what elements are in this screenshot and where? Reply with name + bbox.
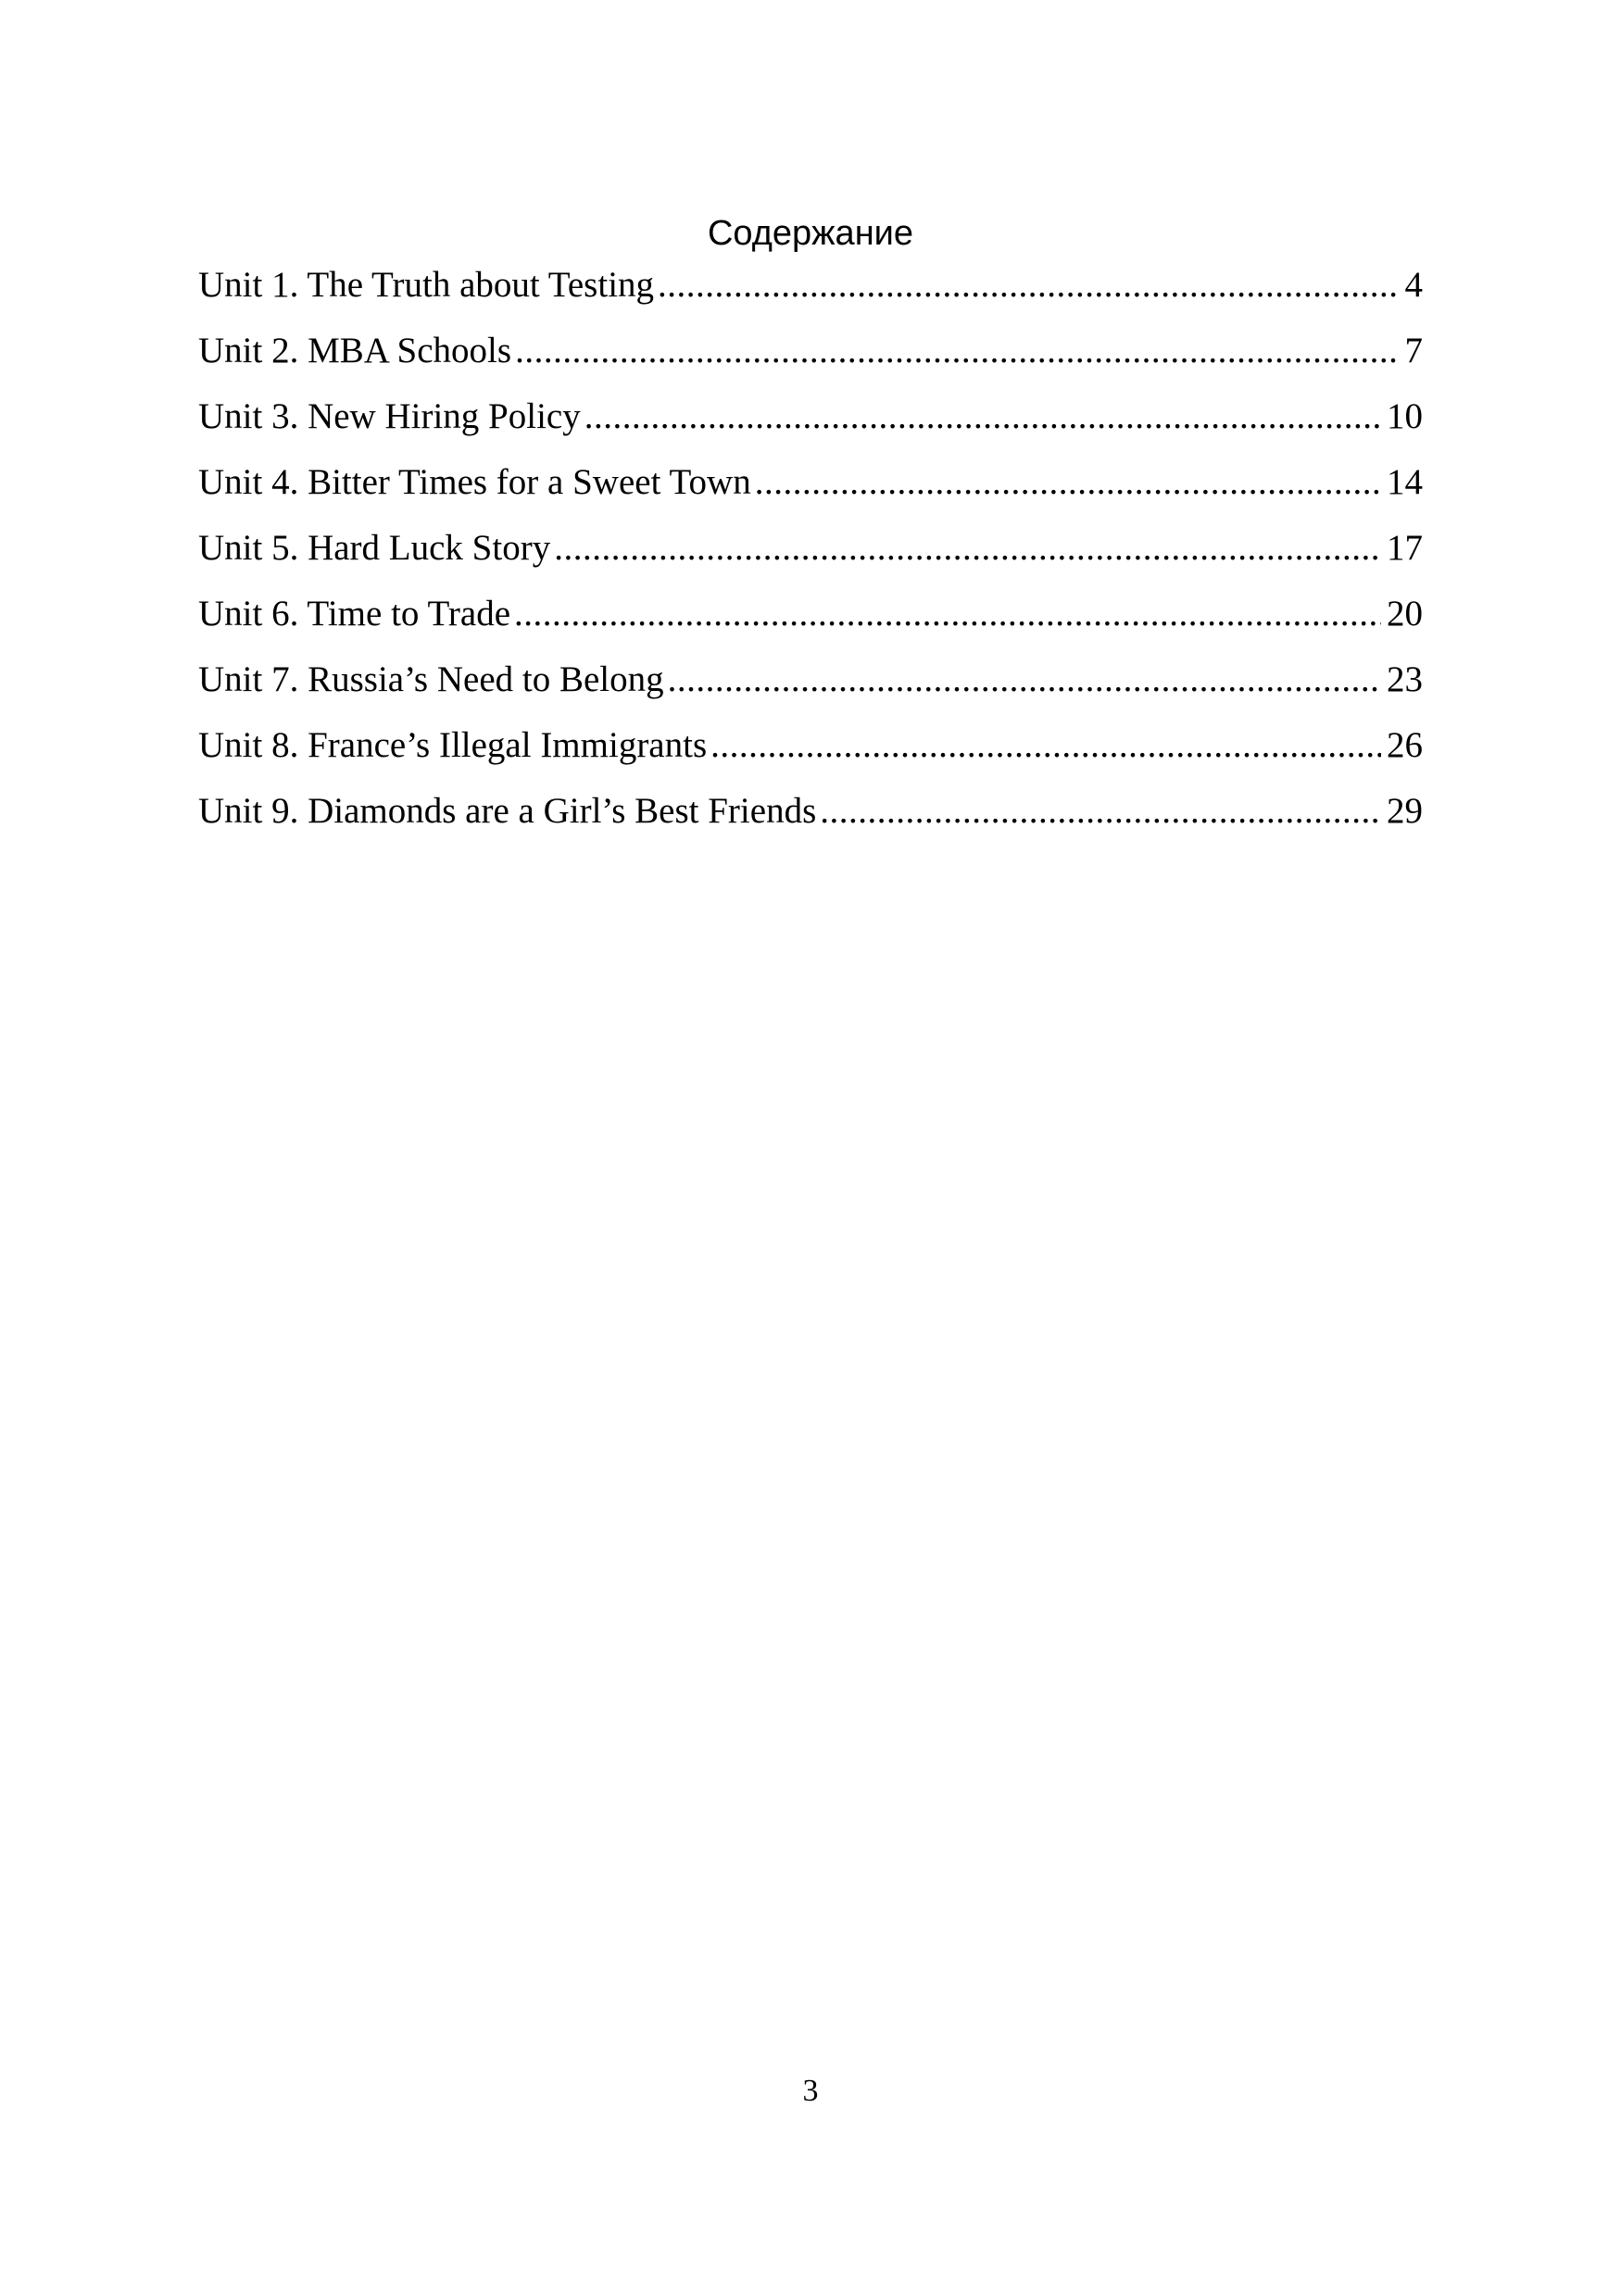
toc-dot-leader [668, 646, 1381, 712]
toc-entry-label: Unit 9. Diamonds are a Girl’s Best Friends [198, 791, 817, 831]
toc-entry-unit-8[interactable] [198, 712, 1423, 778]
toc-entry-label: Unit 8. France’s Illegal Immigrants [198, 725, 708, 765]
toc-entry-unit-7[interactable] [198, 646, 1423, 712]
toc-dot-leader [820, 778, 1381, 844]
page-number: 3 [802, 2074, 819, 2108]
toc-entry-page: 26 [1387, 725, 1423, 765]
toc-entry-unit-1[interactable] [198, 252, 1423, 318]
toc-entry-unit-5[interactable] [198, 515, 1423, 581]
toc-entry-label: Unit 7. Russia’s Need to Belong [198, 659, 664, 699]
toc-entry-page: 23 [1387, 659, 1423, 699]
toc-dot-leader [658, 252, 1399, 318]
toc-entry-label: Unit 4. Bitter Times for a Sweet Town [198, 462, 751, 502]
table-of-contents [198, 252, 1423, 844]
toc-entry-page: 4 [1404, 265, 1423, 305]
toc-entry-page: 10 [1387, 396, 1423, 436]
toc-title: Содержание [707, 214, 914, 253]
toc-dot-leader [584, 383, 1381, 449]
toc-entry-label: Unit 6. Time to Trade [198, 594, 511, 634]
toc-entry-unit-9[interactable] [198, 778, 1423, 844]
toc-entry-label: Unit 1. The Truth about Testing [198, 265, 655, 305]
toc-entry-label: Unit 3. New Hiring Policy [198, 396, 581, 436]
toc-dot-leader [515, 318, 1399, 383]
toc-entry-label: Unit 2. MBA Schools [198, 331, 512, 370]
toc-dot-leader [710, 712, 1381, 778]
toc-dot-leader [514, 581, 1381, 646]
toc-entry-unit-2[interactable] [198, 318, 1423, 383]
toc-entry-unit-3[interactable] [198, 383, 1423, 449]
toc-entry-page: 20 [1387, 594, 1423, 634]
toc-entry-page: 7 [1404, 331, 1423, 370]
toc-entry-label: Unit 5. Hard Luck Story [198, 528, 551, 568]
toc-dot-leader [554, 515, 1381, 581]
toc-entry-page: 29 [1387, 791, 1423, 831]
toc-dot-leader [755, 449, 1381, 515]
toc-entry-unit-4[interactable] [198, 449, 1423, 515]
toc-entry-unit-6[interactable] [198, 581, 1423, 646]
toc-entry-page: 17 [1387, 528, 1423, 568]
toc-entry-page: 14 [1387, 462, 1423, 502]
